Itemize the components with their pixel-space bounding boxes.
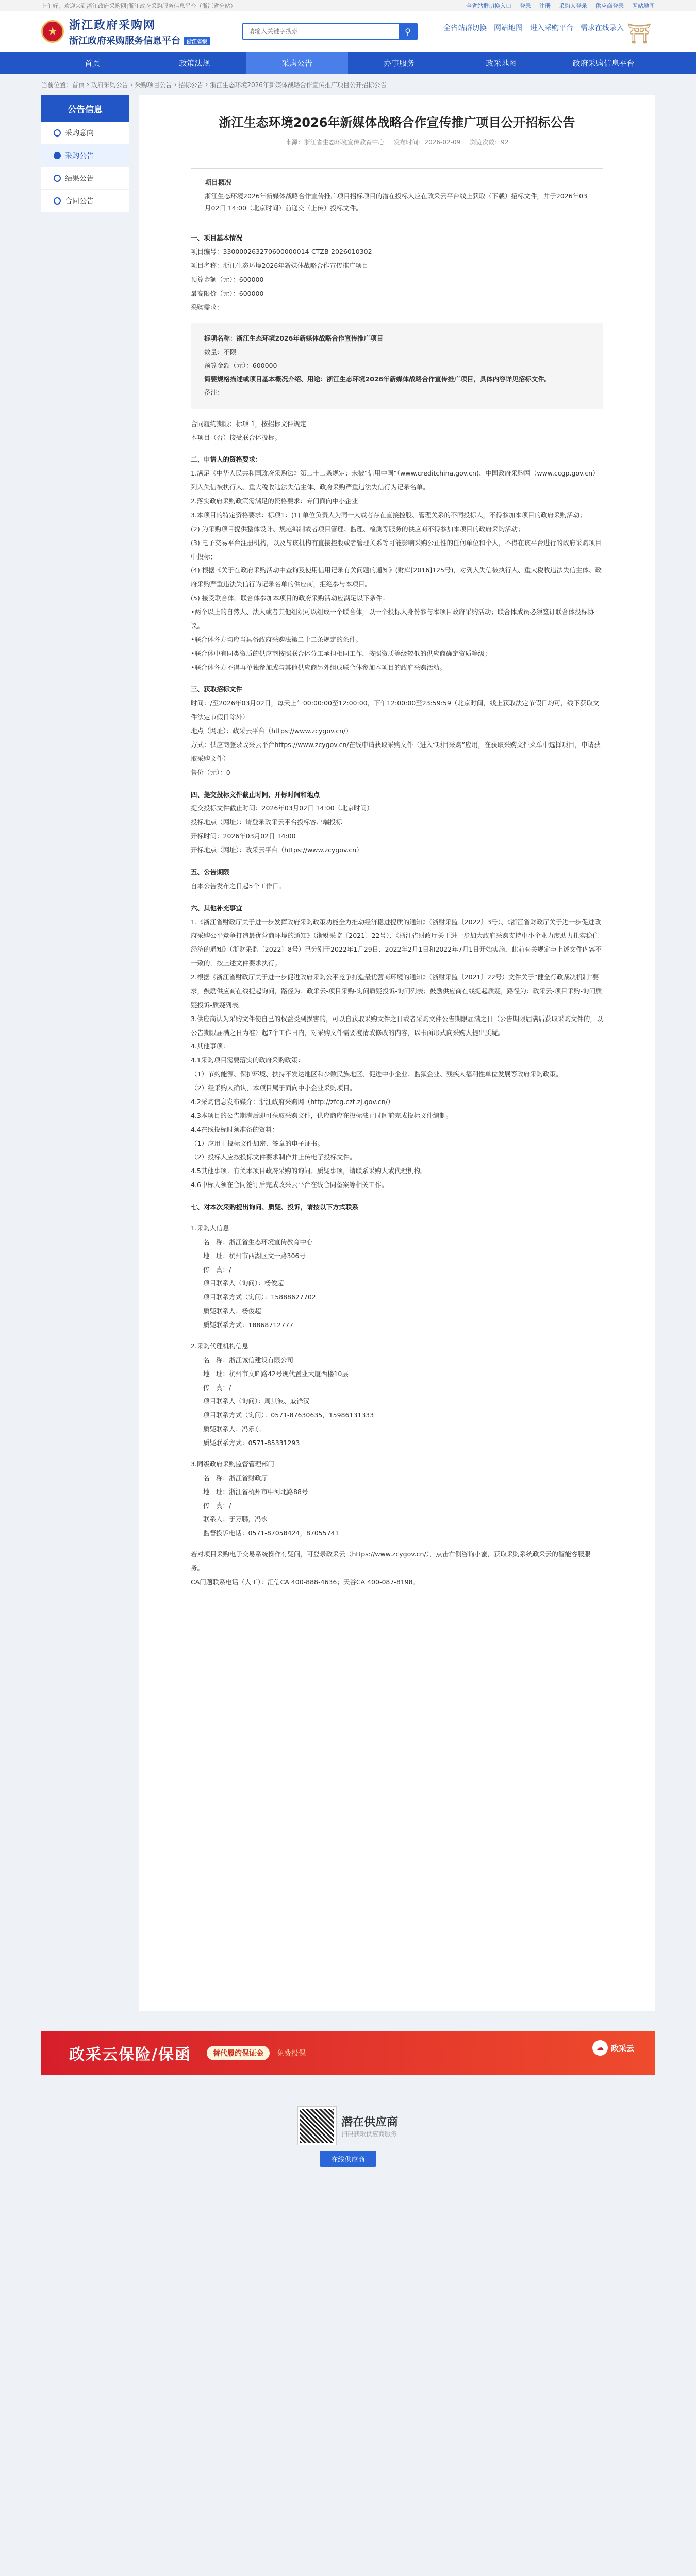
breadcrumb-current: 浙江生态环境2026年新媒体战略合作宣传推广项目公开招标公告 — [210, 81, 387, 89]
paragraph: 最高限价（元）：600000 — [191, 289, 264, 297]
nav-policy[interactable]: 政策法规 — [179, 58, 210, 68]
top-link[interactable]: 全省站群切换入口 — [466, 2, 511, 9]
supplier-button[interactable]: 在线供应商 — [320, 2151, 376, 2167]
overview-box — [191, 168, 603, 223]
paragraph: •联合体各方不得再单独参加或与其他供应商另外组成联合体参加本项目的政府采购活动。 — [191, 663, 446, 671]
package-line: 备注： — [204, 388, 224, 397]
breadcrumb: 当前位置：首页 › 政府采购公告 › 采购项目公告 › 招标公告 › 浙江生态环境2026年新媒体战略合作宣传推广项目公开招标公告 — [41, 81, 387, 89]
paragraph: 开标时间：2026年03月02日 14:00 — [191, 832, 296, 840]
paragraph: 方式：供应商登录政采云平台https://www.zcygov.cn/在线申请获取采购文件（进入“项目采购”应用，在获取采购文件菜单中选择项目，申请获取采购文件） — [191, 740, 601, 762]
meta-source: 来源：浙江省生态环境宣传教育中心 — [285, 139, 385, 146]
paragraph: （2）经采购人确认，本项目属于面向中小企业采购项目。 — [191, 1084, 356, 1092]
paragraph: 4.5其他事项：有关本项目政府采购的询问、质疑事项，请联系采购人或代理机构。 — [191, 1167, 427, 1175]
package-line: 标项名称：浙江生态环境2026年新媒体战略合作宣传推广项目 — [204, 334, 384, 343]
section-title: 五、公告期限 — [191, 868, 230, 876]
contact-line: 名 称：浙江省财政厅 — [203, 1473, 268, 1482]
paragraph: •联合体中有同类资质的供应商按照联合体分工承担相同工作，按照资质等级较低的供应商确定资质等级； — [191, 649, 491, 657]
header-links — [443, 23, 624, 33]
section-text: 自本公告发布之日起5个工作日。 — [191, 882, 285, 890]
paragraph: 4.3本项目的公告期满后即可获取采购文件，供应商应在投标截止时间前完成投标文件编制。 — [191, 1111, 453, 1120]
paragraph: 2.落实政府采购政策需满足的资格要求：专门面向中小企业 — [191, 497, 358, 505]
contact-line: 传 真：/ — [203, 1383, 231, 1392]
paragraph: 3.供应商认为采购文件使自己的权益受到损害的，可以自获取采购文件之日或者采购文件公告期限届满之日（公告期限届满后获取采购文件的，以公告期限届满之日为准）起7个工作日内，对采购文件需要澄清或修改的内容，以书面形式向采购人提出质疑。 — [191, 1014, 603, 1037]
site-logo[interactable] — [41, 16, 210, 47]
paragraph: 本项目（否）接受联合体投标。 — [191, 433, 281, 442]
top-links — [466, 2, 655, 10]
paragraph: 售价（元）：0 — [191, 768, 230, 776]
section-title: 三、获取招标文件 — [191, 685, 243, 693]
contact-line: 名 称：浙江省生态环境宣传教育中心 — [203, 1238, 313, 1246]
contact-line: 名 称：浙江诚信建设有限公司 — [203, 1355, 294, 1364]
banner-logo: ☁ 政采云 — [592, 2040, 634, 2056]
contact-block — [191, 1340, 603, 1450]
section-body — [191, 245, 603, 314]
article-meta — [160, 138, 634, 146]
welcome-notice: 上午好，欢迎来到浙江政府采购网|浙江政府采购服务信息平台（浙江省分站） — [41, 2, 236, 9]
paragraph: （1）节约能源、保护环境、扶持不发达地区和少数民族地区、促进中小企业、监狱企业、残疾人福利性单位发展等政府采购政策。 — [191, 1070, 562, 1078]
paragraph: 地点（网址）：政采云平台（https://www.zcygov.cn/） — [191, 727, 352, 735]
main-nav — [0, 52, 696, 74]
contact-line: 质疑联系人：冯乐东 — [203, 1425, 261, 1433]
qr-code-icon — [298, 2107, 336, 2145]
section-body — [191, 916, 603, 1193]
page-title: 浙江生态环境2026年新媒体战略合作宣传推广项目公开招标公告 — [219, 115, 575, 130]
site-tag: 浙江省级 — [184, 37, 210, 45]
supplier-subtitle: 扫码获取供应商服务 — [341, 2130, 397, 2138]
paragraph: (3) 电子交易平台注册机构，以及与该机构有直接控股或者管理关系等可能影响采购公正性的任何单位和个人，不得在该平台进行的政府采购项目中投标； — [191, 538, 602, 561]
paragraph: 若对项目采购电子交易系统操作有疑问，可登录政采云（https://www.zcygov.cn/），点击右侧咨询小蜜，获取采购系统政采云的智能客服服务。 — [191, 1550, 591, 1572]
section-body — [191, 467, 603, 674]
logo-subtitle: 浙江政府采购服务信息平台 — [69, 35, 180, 46]
paragraph: 4.其他事项： — [191, 1042, 229, 1050]
banner-sub: 免费投保 — [276, 2049, 306, 2058]
emblem-icon: ★ — [41, 20, 64, 43]
sidebar-title: 公告信息 — [41, 95, 129, 122]
banner-title: 政采云保险/保函 — [69, 2046, 191, 2064]
header-link[interactable]: 进入采购平台 — [530, 24, 573, 32]
meta-views: 浏览次数：92 — [470, 139, 509, 146]
section-body — [191, 1548, 603, 1589]
nav-services[interactable]: 办事服务 — [384, 58, 415, 68]
nav-map[interactable]: 政采地图 — [486, 58, 517, 68]
meta-date: 发布时间：2026-02-09 — [393, 139, 461, 146]
paragraph: CA问题联系电话（人工）：汇信CA 400-888-4636；天谷CA 400-087-8198。 — [191, 1578, 420, 1586]
nav-home[interactable]: 首页 — [85, 58, 101, 68]
top-link[interactable]: 网站地图 — [632, 2, 655, 9]
top-bar — [0, 0, 696, 11]
contact-heading: 2.采购代理机构信息 — [191, 1342, 248, 1350]
paragraph: (2) 为采购项目提供整体设计、规范编制或者项目管理、监理、检测等服务的供应商不得参加本项目的政府采购活动； — [191, 524, 524, 533]
site-header — [0, 11, 696, 52]
contact-line: 监督投诉电话：0571-87058424，87055741 — [203, 1529, 339, 1537]
overview-title: 项目概况 — [205, 179, 232, 187]
package-line: 简要规格描述或项目基本概况介绍、用途：浙江生态环境2026年新媒体战略合作宣传推广项目，具体内容详见招标文件。 — [204, 375, 551, 383]
contact-line: 地 址：杭州市文晖路42号现代置业大厦西楼10层 — [203, 1369, 349, 1378]
dot-icon — [54, 197, 61, 205]
breadcrumb-item[interactable]: 当前位置：首页 — [41, 81, 85, 89]
sidebar-item-announcement[interactable]: 采购公告 — [41, 144, 129, 167]
breadcrumb-item[interactable]: 采购项目公告 — [135, 81, 172, 89]
contact-line: 质疑联系方式：0571-85331293 — [203, 1439, 300, 1447]
paragraph: 采购需求： — [191, 303, 223, 311]
breadcrumb-item[interactable]: 政府采购公告 — [91, 81, 128, 89]
package-line: 预算金额（元）：600000 — [204, 361, 277, 369]
section-title: 四、提交投标文件截止时间、开标时间和地点 — [191, 790, 320, 799]
contact-line: 质疑联系方式：18868712777 — [203, 1321, 293, 1329]
search-box — [242, 23, 418, 40]
search-input[interactable] — [243, 28, 399, 35]
nav-announcements[interactable]: 采购公告 — [246, 52, 348, 74]
sidebar-item-intention[interactable]: 采购意向 — [41, 122, 129, 144]
contact-line: 传 真：/ — [203, 1501, 231, 1510]
top-link[interactable]: 供应商登录 — [595, 2, 624, 9]
contact-blocks — [191, 1222, 603, 1540]
supplier-title: 潜在供应商 — [341, 2115, 398, 2129]
header-link[interactable]: 网站地图 — [494, 24, 523, 32]
dot-icon — [54, 129, 61, 137]
contact-line: 项目联系人（询问）：周其波、戚锋汉 — [203, 1397, 310, 1405]
paragraph: 预算金额（元）：600000 — [191, 275, 264, 283]
paragraph: 时间：/至2026年03月02日，每天上午00:00:00至12:00:00，下午12:00:00至23:59:59（北京时间，线上获取法定节假日均可，线下获取文件法定节假日除外） — [191, 699, 600, 721]
dot-icon — [54, 152, 61, 159]
paragraph: 1.《浙江省财政厅关于进一步发挥政府采购政策功能全力推动经济稳进提质的通知》（浙财采监〔2022〕3号）、《浙江省财政厅关于进一步促进政府采购公平竞争打造最优营商环境的通知》（浙财采监〔2021〕22号）、《浙江省财政厅关于进一步加大政府采购支持中小企业力度助力扎实稳住经济的通知》（浙财采监〔2022〕8号）已分别于2022年1月29日、2022年2月1日和2022年7月1日开始实施，此前有关规定与上述文件内容不一致的，按上述文件要求执行。 — [191, 918, 602, 968]
section-body — [191, 697, 603, 779]
sidebar-item-contract[interactable]: 合同公告 — [41, 190, 129, 212]
contact-heading: 1.采购人信息 — [191, 1224, 229, 1232]
search-icon[interactable]: ⚲ — [399, 24, 417, 39]
paragraph: •联合体各方均应当具备政府采购法第二十二条规定的条件。 — [191, 635, 362, 643]
contact-line: 地 址：浙江省杭州市中河北路88号 — [203, 1487, 308, 1496]
sidebar-item-result[interactable]: 结果公告 — [41, 167, 129, 190]
paragraph: 4.1采购项目需要落实的政府采购政策： — [191, 1056, 304, 1064]
section-title: 一、项目基本情况 — [191, 234, 243, 242]
top-link[interactable]: 采购人登录 — [559, 2, 587, 9]
cloud-icon: ☁ — [592, 2040, 608, 2056]
header-link[interactable]: 需求在线录入 — [581, 24, 624, 32]
paragraph: 提交投标文件截止时间：2026年03月02日 14:00（北京时间） — [191, 804, 373, 812]
dot-icon — [54, 175, 61, 182]
banner-pill: 替代履约保证金 — [207, 2046, 270, 2060]
paragraph: 4.6中标人须在合同签订后完成政采云平台在线合同备案等相关工作。 — [191, 1181, 388, 1189]
paragraph: 4.2采购信息发布媒介：浙江政府采购网（http://zfcg.czt.zj.gov.cn/） — [191, 1097, 394, 1106]
section-title: 二、申请人的资格要求： — [191, 455, 262, 464]
paragraph: （2）投标人应按投标文件要求制作并上传电子投标文件。 — [191, 1153, 356, 1161]
paragraph: •两个以上的自然人、法人或者其他组织可以组成一个联合体，以一个投标人身份参与本项目政府采购活动；联合体成员必须签订联合体投标协议。 — [191, 608, 594, 630]
paragraph: 项目编号：330000263270600000014-CTZB-2026010302 — [191, 248, 372, 256]
contact-line: 联系人：于万鹏，冯永 — [203, 1515, 268, 1523]
contact-block — [191, 1222, 603, 1332]
sidebar — [41, 95, 129, 212]
contact-line: 传 真：/ — [203, 1265, 231, 1274]
paragraph: 投标地点（网址）：请登录政采云平台投标客户端投标 — [191, 818, 342, 826]
paragraph: 1.满足《中华人民共和国政府采购法》第二十二条规定；未被“信用中国”（www.creditchina.gov.cn)、中国政府采购网（www.ccgp.gov.cn）列入失信被执行人、重大税收违法失信主体、政府采购严重违法失信行为记录名单。 — [191, 469, 599, 492]
contact-line: 项目联系方式（询问）：15888627702 — [203, 1293, 316, 1301]
section-body — [191, 417, 603, 445]
paragraph: (4) 根据《关于在政府采购活动中查询及使用信用记录有关问题的通知》(财库[2016]125号)，对列入失信被执行人、重大税收违法失信主体、政府采购严重违法失信行为记录名单的供应商，拒绝参与本项目。 — [191, 566, 602, 588]
paragraph: 合同履约期限：标项 1，按招标文件规定 — [191, 419, 307, 428]
section-title: 六、其他补充事宜 — [191, 904, 243, 912]
contact-block — [191, 1458, 603, 1540]
logo-title: 浙江政府采购网 — [69, 19, 156, 32]
paragraph: 项目名称：浙江生态环境2026年新媒体战略合作宣传推广项目 — [191, 261, 369, 269]
breadcrumb-item[interactable]: 招标公告 — [178, 81, 204, 89]
nav-platform[interactable]: 政府采购信息平台 — [572, 58, 635, 68]
contact-line: 项目联系人（询问）：杨俊超 — [203, 1279, 284, 1287]
contact-line: 地 址：杭州市西湖区文一路306号 — [203, 1251, 306, 1260]
article — [139, 95, 655, 2011]
paragraph: 4.4在线投标时须准备的资料： — [191, 1125, 278, 1133]
paragraph: 开标地点（网址）：政采云平台（https://www.zcygov.cn） — [191, 846, 363, 854]
package-line: 数量：不限 — [204, 348, 237, 356]
paragraph: 2.根据《浙江省财政厅关于进一步促进政府采购公平竞争打造最优营商环境的通知》（浙财采监〔2021〕22号）文件关于“健全行政裁决机制”要求，鼓励供应商在线提起询问，路径为：政采云-项目采购-询问质疑投诉-询问列表；鼓励供应商在线提起质疑，路径为：政采云-项目采购-询问质疑投诉-质疑列表。 — [191, 973, 602, 1009]
contact-line: 项目联系方式（询问）：0571-87630635，15986131333 — [203, 1411, 374, 1419]
paragraph: （1）应用于投标文件加密、签章的电子证书。 — [191, 1139, 324, 1147]
paragraph: 3.本项目的特定资格要求：标项1：(1) 单位负责人为同一人或者存在直接控股、管理关系的不同投标人，不得参加本项目的政府采购活动； — [191, 511, 586, 519]
paragraph: (5) 接受联合体。联合体参加本项目的政府采购活动应满足以下条件： — [191, 594, 389, 602]
package-box — [191, 323, 603, 409]
contact-heading: 3.同级政府采购监督管理部门 — [191, 1460, 274, 1468]
top-link[interactable]: 登录 — [520, 2, 531, 9]
header-link[interactable]: 全省站群切换 — [443, 24, 487, 32]
top-link[interactable]: 注册 — [539, 2, 551, 9]
contact-line: 质疑联系人：杨俊超 — [203, 1307, 261, 1315]
overview-text: 浙江生态环境2026年新媒体战略合作宣传推广项目招标项目的潜在投标人应在政采云平台线上获取（下载）招标文件，并于2026年03月02日 14:00（北京时间）前递交（上传）投标文件。 — [205, 192, 588, 212]
supplier-section — [41, 2088, 655, 2185]
insurance-banner[interactable] — [41, 2031, 655, 2075]
pavilion-icon: ⛩ — [626, 22, 652, 45]
section-title: 七、对本次采购提出询问、质疑、投诉，请按以下方式联系 — [191, 1203, 359, 1211]
section-body — [191, 802, 603, 857]
